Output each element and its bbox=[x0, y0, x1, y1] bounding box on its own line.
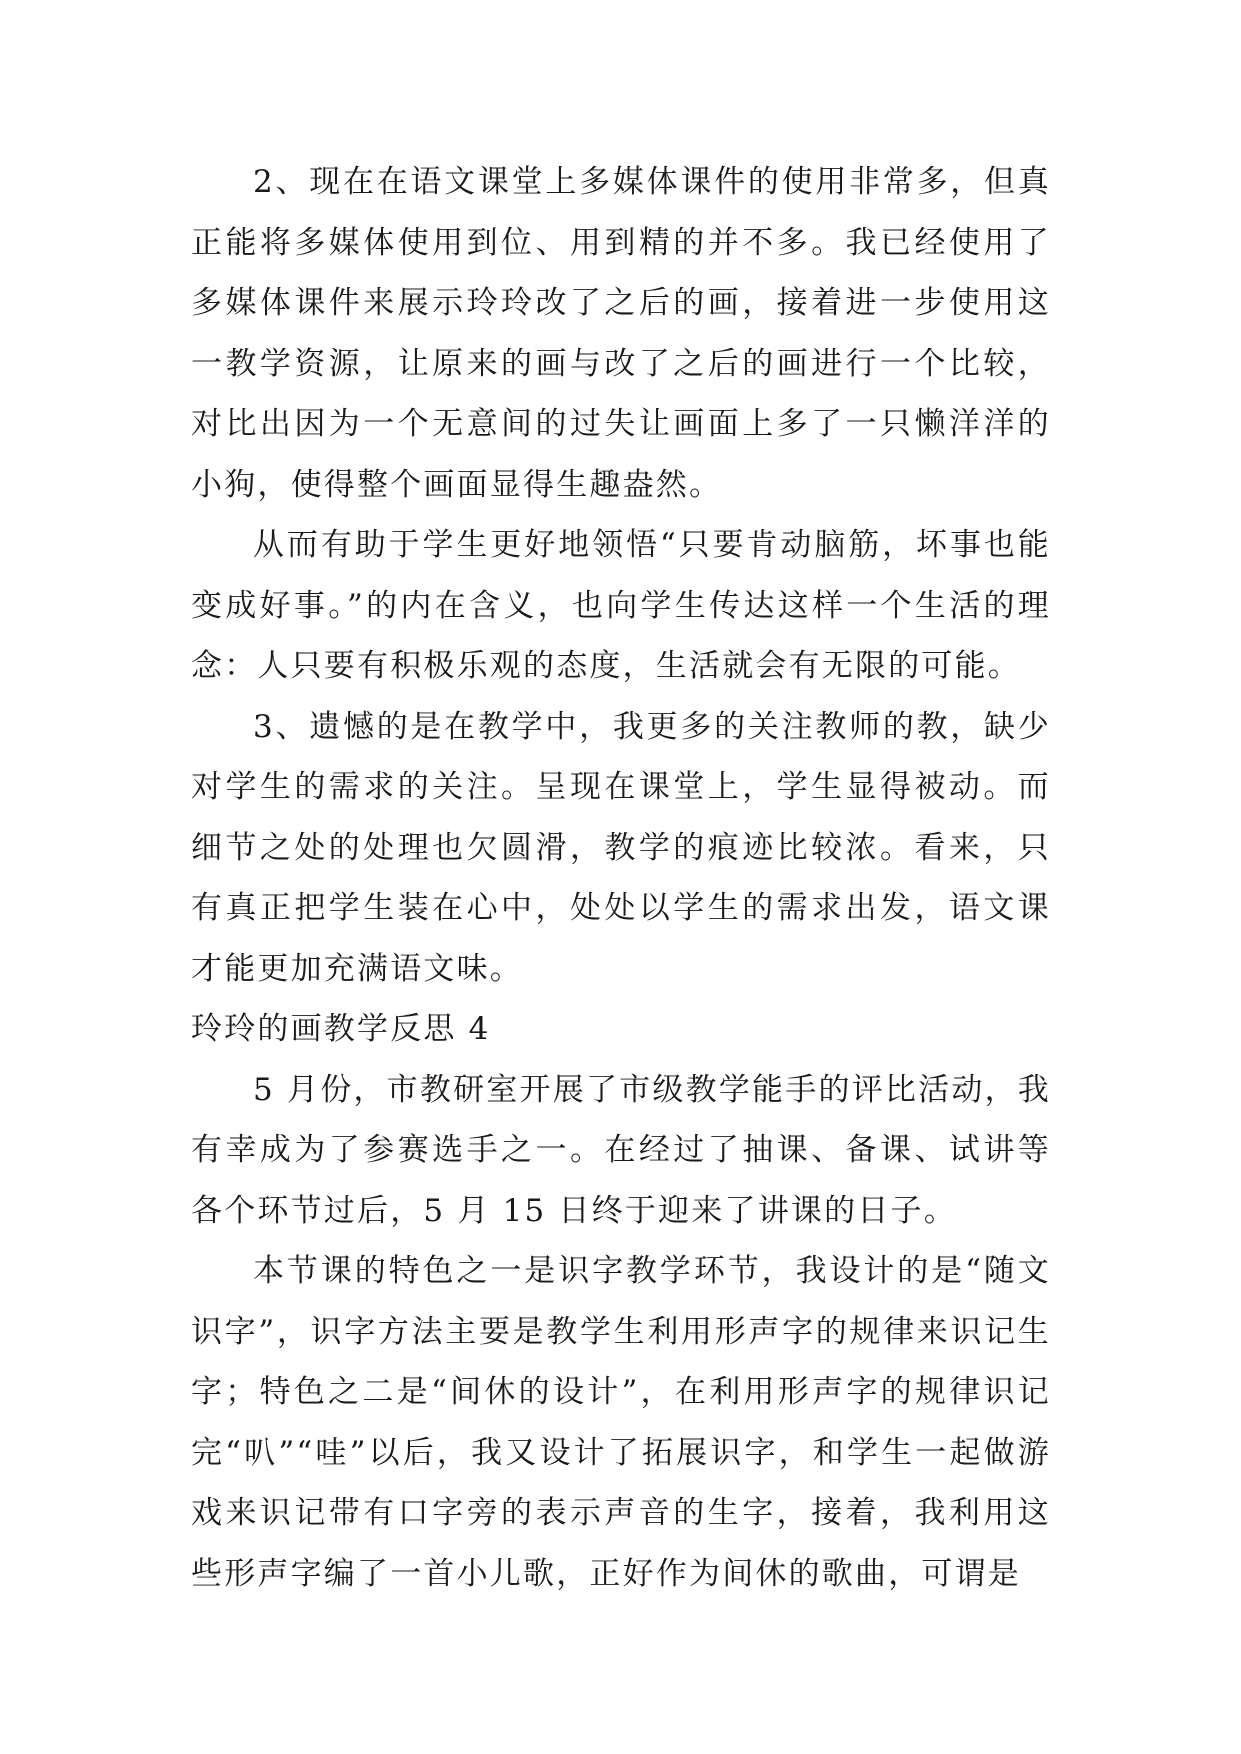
paragraph-regret: 3、遗憾的是在教学中，我更多的关注教师的教，缺少对学生的需求的关注。呈现在课堂上，学生显得被动。而细节之处的处理也欠圆滑，教学的痕迹比较浓。看来，只有真正把学生装在心中，处处以学生的需求出发，语文课才能更加充满语文味。 bbox=[191, 708, 1051, 987]
paragraph-multimedia: 2、现在在语文课堂上多媒体课件的使用非常多，但真正能将多媒体使用到位、用到精的并不多。我已经使用了多媒体课件来展示玲玲改了之后的画，接着进一步使用这一教学资源，让原来的画与改了之后的画进行一个比较，对比出因为一个无意间的过失让画面上多了一只懒洋洋的小狗，使得整个画面显得生趣盎然。 bbox=[191, 164, 1051, 503]
document-body bbox=[191, 152, 1051, 1604]
paragraph-lesson-meaning: 从而有助于学生更好地领悟“只要肯动脑筋，坏事也能变成好事。”的内在含义，也向学生传达这样一个生活的理念：人只要有积极乐观的态度，生活就会有无限的可能。 bbox=[191, 527, 1051, 684]
paragraph-lesson-features: 本节课的特色之一是识字教学环节，我设计的是“随文识字”，识字方法主要是教学生利用形声字的规律来识记生字；特色之二是“间休的设计”，在利用形声字的规律识记完“叭”“哇”以后，我又设计了拓展识字，和学生一起做游戏来识记带有口字旁的表示声音的生字，接着，我利用这些形声字编了一首小儿歌，正好作为间休的歌曲，可谓是 bbox=[191, 1253, 1051, 1592]
section-heading: 玲玲的画教学反思 4 bbox=[191, 1011, 491, 1047]
paragraph-competition: 5 月份，市教研室开展了市级教学能手的评比活动，我有幸成为了参赛选手之一。在经过了抽课、备课、试讲等各个环节过后，5 月 15 日终于迎来了讲课的日子。 bbox=[191, 1071, 1051, 1229]
